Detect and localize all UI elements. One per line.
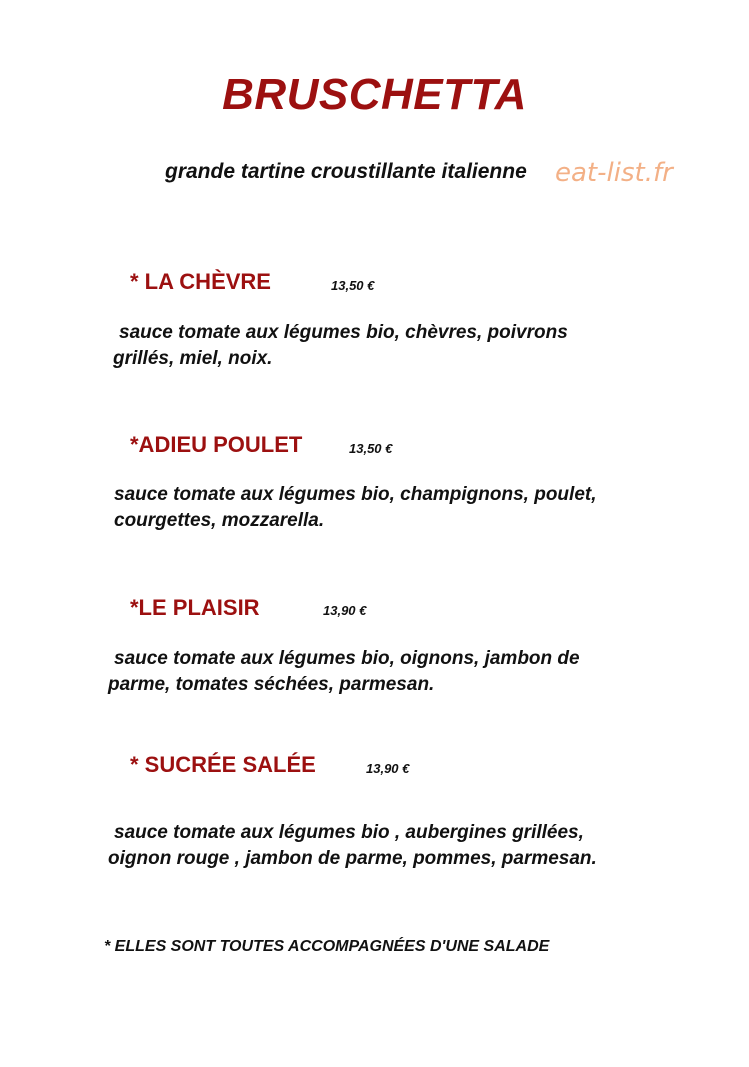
menu-title: BRUSCHETTA [222,70,527,119]
item-price-sucree-salee: 13,90 € [366,761,410,776]
item-desc-line2: oignon rouge , jambon de parme, pommes, parmesan. [108,848,597,869]
item-name-sucree-salee: * SUCRÉE SALÉE [130,752,316,777]
watermark: eat-list.fr [555,158,673,188]
item-name-adieu-poulet: *ADIEU POULET [130,432,303,457]
item-desc-line2: parme, tomates séchées, parmesan. [108,674,435,695]
menu-subtitle: grande tartine croustillante italienne [165,160,527,183]
item-price-la-chevre: 13,50 € [331,278,375,293]
item-desc-line1: sauce tomate aux légumes bio, oignons, jambon de [114,648,580,669]
item-desc-line2: grillés, miel, noix. [113,348,273,369]
item-price-le-plaisir: 13,90 € [323,603,367,618]
item-name-la-chevre: * LA CHÈVRE [130,269,271,294]
item-desc-line2: courgettes, mozzarella. [114,510,325,531]
item-name-le-plaisir: *LE PLAISIR [130,595,260,620]
footnote: * ELLES SONT TOUTES ACCOMPAGNÉES D'UNE SALADE [104,938,550,955]
item-desc-line1: sauce tomate aux légumes bio, champignons, poulet, [114,484,597,505]
item-price-adieu-poulet: 13,50 € [349,441,393,456]
item-desc-line1: sauce tomate aux légumes bio, chèvres, poivrons [119,322,568,343]
item-desc-line1: sauce tomate aux légumes bio , aubergines grillées, [114,822,584,843]
